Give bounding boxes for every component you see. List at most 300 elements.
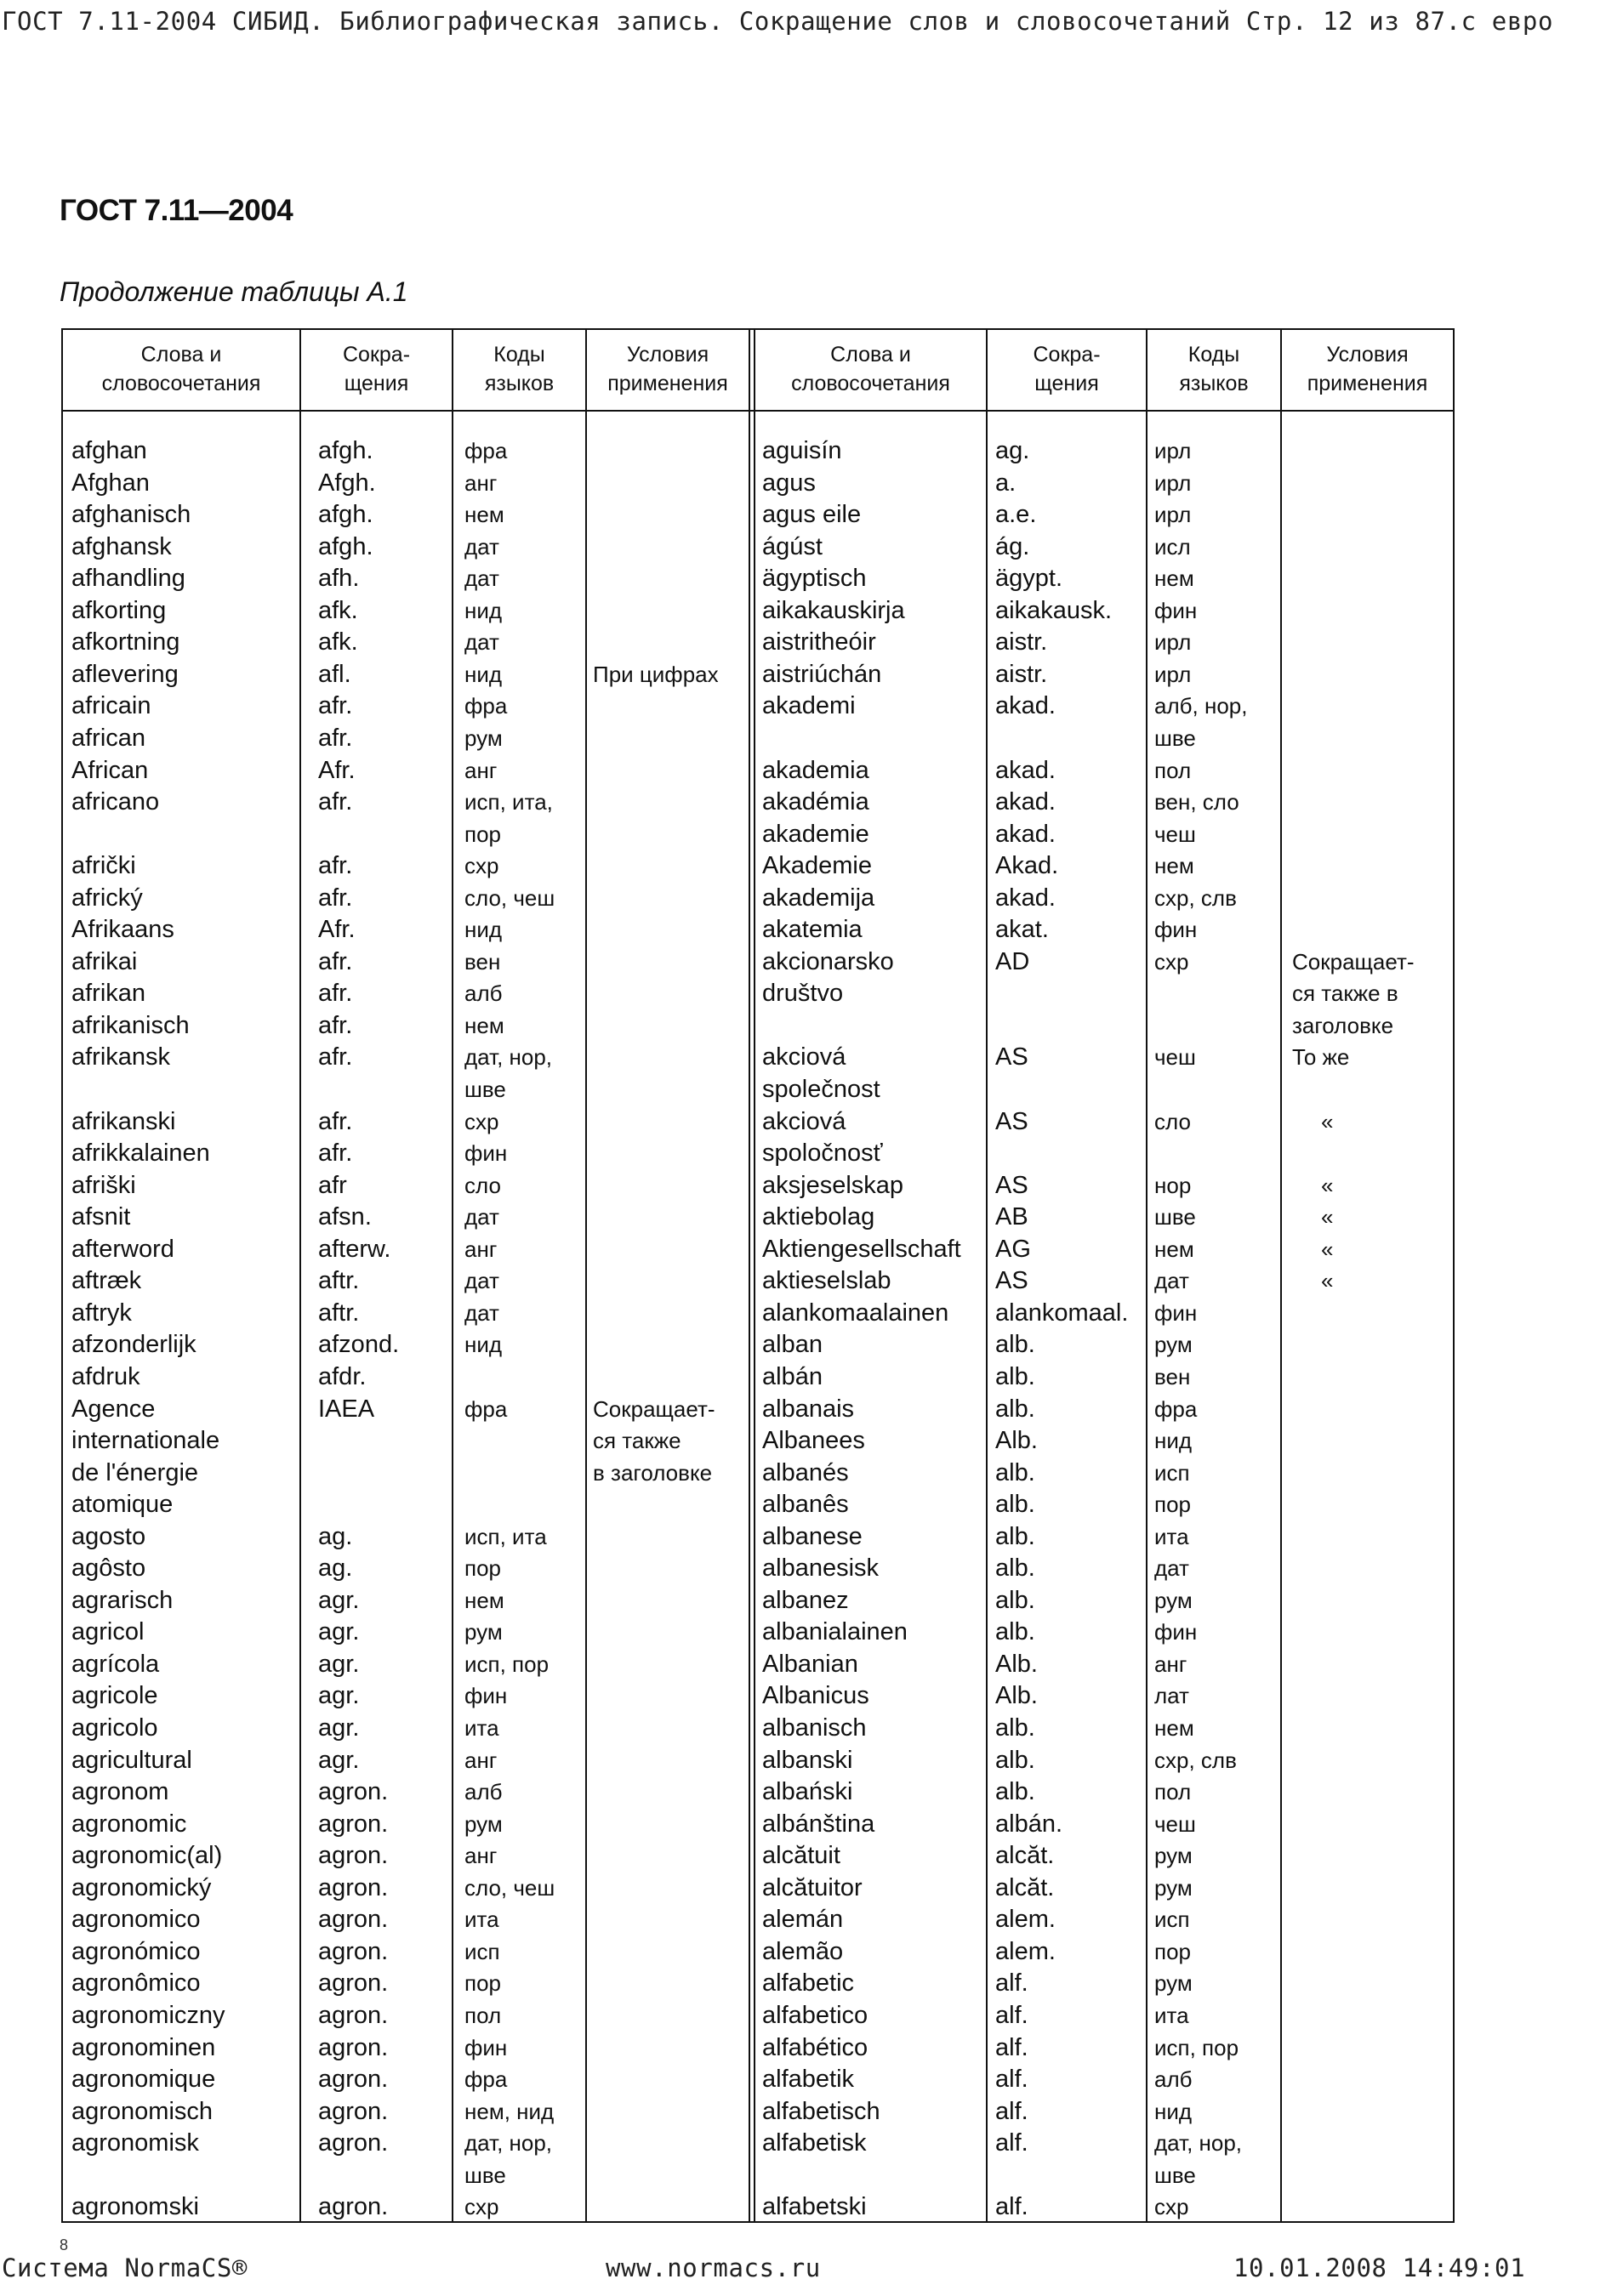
left-abbr-cell: ag.: [318, 1522, 353, 1550]
left-abbr-cell: afl.: [318, 660, 351, 688]
right-abbr-cell: aistr.: [995, 660, 1048, 688]
header-line: Слова и: [830, 343, 911, 367]
right-condition-cell: «: [1321, 1172, 1334, 1198]
left-codes-cell: рум: [464, 725, 503, 751]
header-line: Слова и: [140, 343, 222, 367]
right-codes-cell: нем: [1154, 1715, 1194, 1741]
right-word-cell: društvo: [762, 980, 844, 1008]
right-word-cell: akcionarsko: [762, 947, 894, 975]
left-codes-cell: нид: [464, 917, 503, 943]
right-word-cell: alban: [762, 1331, 823, 1359]
right-word-cell: spoločnosť: [762, 1139, 883, 1168]
footer-datetime: 10.01.2008 14:49:01: [1233, 2253, 1526, 2282]
header-line: словосочетания: [791, 372, 950, 395]
left-abbr-cell: agron.: [318, 1873, 389, 1901]
left-word-cell: african: [71, 725, 146, 752]
left-abbr-cell: afk.: [318, 628, 358, 656]
right-codes-cell: рум: [1154, 1587, 1193, 1613]
right-word-cell: společnost: [762, 1076, 880, 1103]
right-codes-cell: вен, сло: [1154, 789, 1239, 815]
left-codes-cell: дат, нор,: [464, 2130, 553, 2157]
left-word-cell: afrikansk: [71, 1043, 171, 1071]
left-word-cell: afrikanski: [71, 1107, 176, 1135]
right-codes-cell: схр, слв: [1154, 884, 1237, 911]
right-codes-cell: нем: [1154, 853, 1194, 879]
left-codes-cell: пор: [464, 1555, 501, 1582]
left-abbr-cell: afr.: [318, 692, 353, 720]
right-word-cell: Albanicus: [762, 1682, 869, 1710]
left-codes-cell: алб: [464, 1779, 503, 1805]
right-word-cell: albanés: [762, 1458, 849, 1486]
left-abbr-cell: agr.: [318, 1586, 360, 1614]
right-abbr-cell: ág.: [995, 532, 1030, 560]
header-line: языков: [484, 372, 555, 395]
left-codes-cell: анг: [464, 1747, 498, 1773]
right-word-cell: Akademie: [762, 852, 872, 880]
left-abbr-cell: agr.: [318, 1682, 360, 1710]
left-word-cell: afghan: [71, 437, 147, 464]
left-abbr-cell: afr.: [318, 852, 353, 880]
left-abbr-cell: agr.: [318, 1714, 360, 1742]
header-line: Сокра-: [342, 343, 411, 367]
left-word-cell: afghansk: [71, 532, 172, 560]
left-codes-cell: дат: [464, 1204, 499, 1230]
right-condition-cell: «: [1321, 1236, 1334, 1262]
right-word-cell: akademija: [762, 884, 875, 912]
right-word-cell: aikakauskirja: [762, 596, 905, 624]
right-condition-cell: «: [1321, 1268, 1334, 1294]
left-codes-cell: дат: [464, 565, 499, 592]
right-codes-cell: алб: [1154, 2066, 1193, 2093]
left-word-cell: afhandling: [71, 565, 185, 593]
right-word-cell: alcătuit: [762, 1842, 840, 1870]
right-codes-cell: шве: [1154, 725, 1196, 751]
left-word-cell: agricole: [71, 1682, 158, 1710]
left-abbr-cell: afdr.: [318, 1362, 367, 1390]
right-word-cell: alfabetico: [762, 2001, 868, 2029]
left-word-cell: internationale: [71, 1427, 220, 1454]
right-word-cell: albánština: [762, 1810, 875, 1838]
right-word-cell: Albanian: [762, 1650, 858, 1678]
left-abbr-cell: afgh.: [318, 532, 373, 560]
right-codes-cell: нор: [1154, 1172, 1192, 1198]
left-word-cell: afrikanisch: [71, 1011, 190, 1039]
left-word-cell: afkortning: [71, 628, 180, 656]
left-abbr-cell: agron.: [318, 1810, 389, 1838]
left-codes-cell: дат: [464, 1268, 499, 1294]
right-codes-cell: ирл: [1154, 469, 1192, 496]
right-codes-cell: нид: [1154, 1428, 1193, 1453]
right-word-cell: albanais: [762, 1395, 855, 1423]
left-abbr-cell: afr.: [318, 1011, 353, 1039]
right-codes-cell: фин: [1154, 1619, 1198, 1645]
left-abbr-cell: agron.: [318, 2033, 389, 2061]
left-word-cell: agronomický: [71, 1873, 212, 1901]
right-abbr-cell: alb.: [995, 1778, 1035, 1806]
left-abbr-cell: afr: [318, 1171, 347, 1199]
left-abbr-cell: IAEA: [318, 1395, 375, 1423]
left-codes-cell: сло, чеш: [464, 1874, 555, 1901]
left-word-cell: agronom: [71, 1778, 169, 1806]
left-word-cell: agronómico: [71, 1937, 201, 1965]
left-word-cell: afdruk: [71, 1362, 140, 1390]
left-abbr-cell: agr.: [318, 1746, 360, 1774]
right-codes-cell: сло: [1154, 1108, 1191, 1134]
right-codes-cell: ирл: [1154, 502, 1192, 528]
right-codes-cell: вен: [1154, 1363, 1191, 1390]
left-abbr-cell: afr.: [318, 980, 353, 1008]
header-line: языков: [1179, 372, 1249, 395]
left-codes-cell: схр: [464, 2194, 499, 2220]
right-word-cell: albanski: [762, 1746, 853, 1774]
left-condition-cell: Сокращает-: [593, 1395, 715, 1422]
right-abbr-cell: aistr.: [995, 628, 1048, 656]
left-word-cell: aflevering: [71, 660, 179, 688]
left-abbr-cell: afr.: [318, 1107, 353, 1135]
right-word-cell: alemão: [762, 1937, 844, 1965]
left-word-cell: de l'énergie: [71, 1458, 199, 1486]
right-abbr-cell: alb.: [995, 1458, 1035, 1486]
right-codes-cell: рум: [1154, 1332, 1193, 1358]
left-abbr-cell: agr.: [318, 1618, 360, 1646]
right-abbr-cell: alf.: [995, 2066, 1028, 2094]
header-line: щения: [344, 372, 409, 395]
left-condition-cell: ся также: [593, 1428, 681, 1453]
left-abbr-cell: afr.: [318, 884, 353, 912]
left-word-cell: afkorting: [71, 596, 167, 624]
right-abbr-cell: alem.: [995, 1937, 1056, 1965]
header-line: Условия: [1326, 343, 1409, 367]
right-abbr-cell: ag.: [995, 437, 1030, 464]
right-condition-cell: «: [1321, 1204, 1334, 1230]
left-codes-cell: пол: [464, 2002, 502, 2028]
left-codes-cell: анг: [464, 1236, 498, 1262]
left-codes-cell: нем: [464, 502, 504, 528]
right-word-cell: akadémia: [762, 788, 869, 816]
right-codes-cell: лат: [1154, 1683, 1189, 1709]
right-codes-cell: рум: [1154, 1970, 1193, 1997]
left-abbr-cell: afk.: [318, 596, 358, 624]
right-word-cell: albanês: [762, 1491, 849, 1519]
right-word-cell: aksjeselskap: [762, 1171, 904, 1199]
right-condition-cell: «: [1321, 1108, 1334, 1134]
left-abbr-cell: afr.: [318, 725, 353, 752]
left-word-cell: Agence: [71, 1395, 156, 1423]
left-codes-cell: анг: [464, 469, 498, 496]
right-abbr-cell: alb.: [995, 1362, 1035, 1390]
right-codes-cell: ирл: [1154, 629, 1192, 656]
left-codes-cell: дат, нор,: [464, 1044, 553, 1071]
right-word-cell: aktiebolag: [762, 1203, 875, 1231]
left-codes-cell: сло: [464, 1172, 501, 1198]
right-word-cell: aistriúchán: [762, 660, 882, 688]
left-word-cell: aftryk: [71, 1299, 132, 1327]
right-codes-cell: пол: [1154, 1779, 1192, 1805]
left-word-cell: atomique: [71, 1491, 174, 1519]
right-codes-cell: исл: [1154, 533, 1191, 560]
left-abbr-cell: agron.: [318, 1937, 389, 1965]
left-abbr-cell: ag.: [318, 1554, 353, 1583]
right-codes-cell: исп, пор: [1154, 2034, 1239, 2060]
right-abbr-cell: Alb.: [995, 1682, 1038, 1710]
right-codes-cell: исп: [1154, 1459, 1190, 1486]
right-codes-cell: ита: [1154, 2002, 1189, 2028]
left-codes-cell: дат: [464, 533, 499, 560]
right-word-cell: alfabético: [762, 2033, 868, 2061]
left-word-cell: afghanisch: [71, 501, 191, 529]
left-codes-cell: нем, нид: [464, 2098, 555, 2124]
left-word-cell: agronomski: [71, 2193, 199, 2221]
right-word-cell: aguisín: [762, 437, 842, 464]
left-abbr-cell: Afgh.: [318, 469, 376, 497]
right-codes-cell: исп: [1154, 1907, 1190, 1933]
header-line: Коды: [493, 343, 545, 367]
left-abbr-cell: agron.: [318, 2066, 389, 2094]
left-abbr-cell: agron.: [318, 2129, 389, 2157]
right-word-cell: Albanees: [762, 1427, 865, 1454]
right-word-cell: albanese: [762, 1522, 863, 1550]
right-codes-cell: схр: [1154, 948, 1189, 975]
right-abbr-cell: alf.: [995, 1969, 1028, 1998]
right-word-cell: akciová: [762, 1043, 846, 1071]
left-word-cell: Afrikaans: [71, 916, 174, 944]
right-abbr-cell: alb.: [995, 1491, 1035, 1519]
right-word-cell: alfabetski: [762, 2193, 867, 2221]
left-codes-cell: дат: [464, 1299, 499, 1326]
left-codes-cell: нем: [464, 1012, 504, 1038]
right-word-cell: akademia: [762, 756, 869, 784]
left-abbr-cell: afgh.: [318, 437, 373, 464]
left-abbr-cell: afh.: [318, 565, 360, 593]
left-codes-cell: анг: [464, 757, 498, 783]
right-codes-cell: рум: [1154, 1874, 1193, 1901]
left-abbr-cell: agron.: [318, 2097, 389, 2125]
right-abbr-cell: a.e.: [995, 501, 1037, 529]
left-word-cell: agronomisch: [71, 2097, 214, 2125]
right-word-cell: akademie: [762, 820, 869, 848]
right-word-cell: Aktiengesellschaft: [762, 1235, 961, 1263]
right-codes-cell: дат: [1154, 1268, 1189, 1294]
right-word-cell: alfabetisch: [762, 2097, 880, 2125]
right-codes-cell: чеш: [1154, 1810, 1196, 1837]
right-abbr-cell: AS: [995, 1107, 1028, 1135]
left-codes-cell: нид: [464, 597, 503, 623]
right-codes-cell: пол: [1154, 757, 1192, 783]
footer-system: Система NormaCS®: [2, 2253, 248, 2282]
left-abbr-cell: afsn.: [318, 1203, 372, 1231]
right-word-cell: akademi: [762, 692, 856, 720]
right-abbr-cell: alb.: [995, 1746, 1035, 1774]
right-condition-cell: ся также в: [1292, 980, 1398, 1007]
right-word-cell: albanisch: [762, 1714, 867, 1742]
right-word-cell: aktieselslab: [762, 1267, 891, 1295]
right-codes-cell: пор: [1154, 1492, 1191, 1518]
header-line: Сокра-: [1033, 343, 1101, 367]
right-abbr-cell: aikakausk.: [995, 596, 1113, 624]
left-word-cell: afrikkalainen: [71, 1139, 210, 1168]
left-codes-cell: вен: [464, 948, 501, 975]
right-abbr-cell: alf.: [995, 2097, 1028, 2125]
right-abbr-cell: alb.: [995, 1554, 1035, 1583]
left-codes-cell: исп, ита: [464, 1523, 547, 1549]
right-abbr-cell: AG: [995, 1235, 1031, 1263]
left-abbr-cell: afr.: [318, 788, 353, 816]
left-abbr-cell: afgh.: [318, 501, 373, 529]
right-codes-cell: нем: [1154, 565, 1194, 592]
left-word-cell: Afghan: [71, 469, 150, 497]
header-line: Условия: [626, 343, 709, 367]
left-word-cell: afrikan: [71, 980, 146, 1008]
right-codes-cell: ирл: [1154, 438, 1192, 463]
right-word-cell: agus eile: [762, 501, 862, 529]
right-codes-cell: схр: [1154, 2194, 1189, 2220]
left-abbr-cell: agron.: [318, 2001, 389, 2029]
left-abbr-cell: agron.: [318, 1778, 389, 1806]
left-codes-cell: пор: [464, 821, 501, 847]
left-condition-cell: в заголовке: [593, 1459, 713, 1486]
right-word-cell: alfabetik: [762, 2066, 855, 2094]
right-abbr-cell: akat.: [995, 916, 1049, 944]
left-word-cell: agronomiczny: [71, 2001, 225, 2029]
left-abbr-cell: agron.: [318, 1906, 389, 1934]
right-abbr-cell: Akad.: [995, 852, 1059, 880]
right-codes-cell: чеш: [1154, 821, 1196, 847]
right-word-cell: albanialainen: [762, 1618, 908, 1646]
left-codes-cell: исп, ита,: [464, 789, 553, 815]
right-abbr-cell: alb.: [995, 1522, 1035, 1550]
left-abbr-cell: afr.: [318, 1139, 353, 1168]
header-line: словосочетания: [101, 372, 261, 395]
left-codes-cell: шве: [464, 2162, 506, 2188]
right-abbr-cell: alb.: [995, 1586, 1035, 1614]
right-abbr-cell: AS: [995, 1171, 1028, 1199]
right-word-cell: akatemia: [762, 916, 863, 944]
left-word-cell: agronomic(al): [71, 1842, 223, 1870]
left-codes-cell: исп: [464, 1938, 500, 1964]
right-abbr-cell: akad.: [995, 820, 1056, 848]
right-abbr-cell: akad.: [995, 884, 1056, 912]
left-codes-cell: шве: [464, 1077, 506, 1102]
left-word-cell: agricol: [71, 1618, 145, 1646]
right-codes-cell: дат: [1154, 1555, 1189, 1582]
right-word-cell: alcătuitor: [762, 1873, 863, 1901]
right-codes-cell: дат, нор,: [1154, 2130, 1243, 2157]
left-codes-cell: ита: [464, 1715, 499, 1741]
right-codes-cell: фин: [1154, 917, 1198, 943]
right-abbr-cell: AB: [995, 1203, 1028, 1231]
left-codes-cell: фра: [464, 438, 508, 463]
right-word-cell: albanesisk: [762, 1554, 880, 1583]
right-codes-cell: нем: [1154, 1236, 1194, 1262]
footer-site: www.normacs.ru: [606, 2253, 821, 2282]
left-word-cell: afzonderlijk: [71, 1331, 196, 1359]
right-abbr-cell: alcăt.: [995, 1842, 1055, 1870]
left-word-cell: agricolo: [71, 1714, 158, 1742]
left-codes-cell: фин: [464, 2034, 508, 2060]
left-codes-cell: ита: [464, 1907, 499, 1933]
right-abbr-cell: a.: [995, 469, 1017, 497]
right-codes-cell: нид: [1154, 2098, 1193, 2124]
left-codes-cell: нид: [464, 661, 503, 687]
right-codes-cell: фра: [1154, 1395, 1198, 1422]
right-codes-cell: алб, нор,: [1154, 693, 1248, 719]
standard-number: ГОСТ 7.11—2004: [60, 194, 293, 227]
left-codes-cell: пор: [464, 1970, 501, 1997]
left-word-cell: afrički: [71, 852, 136, 880]
left-word-cell: agronominen: [71, 2033, 216, 2061]
left-codes-cell: рум: [464, 1619, 503, 1645]
right-condition-cell: Сокращает-: [1292, 948, 1415, 975]
right-word-cell: alfabetisk: [762, 2129, 867, 2157]
left-word-cell: africain: [71, 692, 151, 720]
left-word-cell: agrarisch: [71, 1586, 174, 1614]
right-condition-cell: То же: [1292, 1044, 1350, 1071]
left-word-cell: agronomico: [71, 1906, 201, 1934]
left-codes-cell: нем: [464, 1587, 504, 1613]
left-codes-cell: дат: [464, 629, 499, 656]
right-abbr-cell: albán.: [995, 1810, 1063, 1838]
right-abbr-cell: AD: [995, 947, 1030, 975]
right-codes-cell: фин: [1154, 597, 1198, 623]
running-header: ГОСТ 7.11-2004 СИБИД. Библиографическая запись. Сокращение слов и словосочетаний Стр. 12 из 87.с евро: [2, 7, 1554, 36]
right-codes-cell: чеш: [1154, 1044, 1196, 1071]
right-abbr-cell: alcăt.: [995, 1873, 1055, 1901]
left-word-cell: aftræk: [71, 1267, 142, 1295]
right-word-cell: albański: [762, 1778, 853, 1806]
left-word-cell: agricultural: [71, 1746, 192, 1774]
left-codes-cell: фра: [464, 693, 508, 719]
left-codes-cell: нид: [464, 1332, 503, 1358]
left-abbr-cell: afterw.: [318, 1235, 391, 1263]
left-abbr-cell: aftr.: [318, 1299, 360, 1327]
right-codes-cell: шве: [1154, 1204, 1196, 1230]
left-codes-cell: фин: [464, 1140, 508, 1167]
left-codes-cell: фра: [464, 2066, 508, 2093]
left-codes-cell: исп, пор: [464, 1651, 550, 1677]
right-word-cell: alemán: [762, 1906, 844, 1934]
left-abbr-cell: Afr.: [318, 756, 356, 784]
right-codes-cell: фин: [1154, 1299, 1198, 1326]
left-abbr-cell: aftr.: [318, 1267, 360, 1295]
left-codes-cell: алб: [464, 980, 503, 1007]
left-abbr-cell: agron.: [318, 1969, 389, 1998]
left-word-cell: African: [71, 756, 149, 784]
left-codes-cell: фра: [464, 1395, 508, 1422]
right-codes-cell: пор: [1154, 1938, 1191, 1964]
header-line: Коды: [1187, 343, 1240, 367]
right-codes-cell: рум: [1154, 1843, 1193, 1869]
left-word-cell: africký: [71, 884, 143, 912]
right-word-cell: akciová: [762, 1107, 846, 1135]
left-word-cell: afsnit: [71, 1203, 131, 1231]
left-word-cell: agronomisk: [71, 2129, 199, 2157]
right-abbr-cell: Alb.: [995, 1650, 1038, 1678]
header-line: применения: [607, 372, 728, 395]
right-abbr-cell: ägypt.: [995, 565, 1062, 593]
left-codes-cell: схр: [464, 1108, 499, 1134]
right-word-cell: aistritheóir: [762, 628, 876, 656]
left-word-cell: agosto: [71, 1522, 146, 1550]
page-mark: 8: [60, 2236, 69, 2253]
right-word-cell: albán: [762, 1362, 823, 1390]
left-codes-cell: схр: [464, 853, 499, 879]
right-abbr-cell: Alb.: [995, 1427, 1038, 1454]
right-abbr-cell: alf.: [995, 2193, 1028, 2221]
right-word-cell: alankomaalainen: [762, 1299, 949, 1327]
left-abbr-cell: agr.: [318, 1650, 360, 1678]
right-word-cell: albanez: [762, 1586, 849, 1614]
left-condition-cell: При цифрах: [593, 661, 719, 687]
